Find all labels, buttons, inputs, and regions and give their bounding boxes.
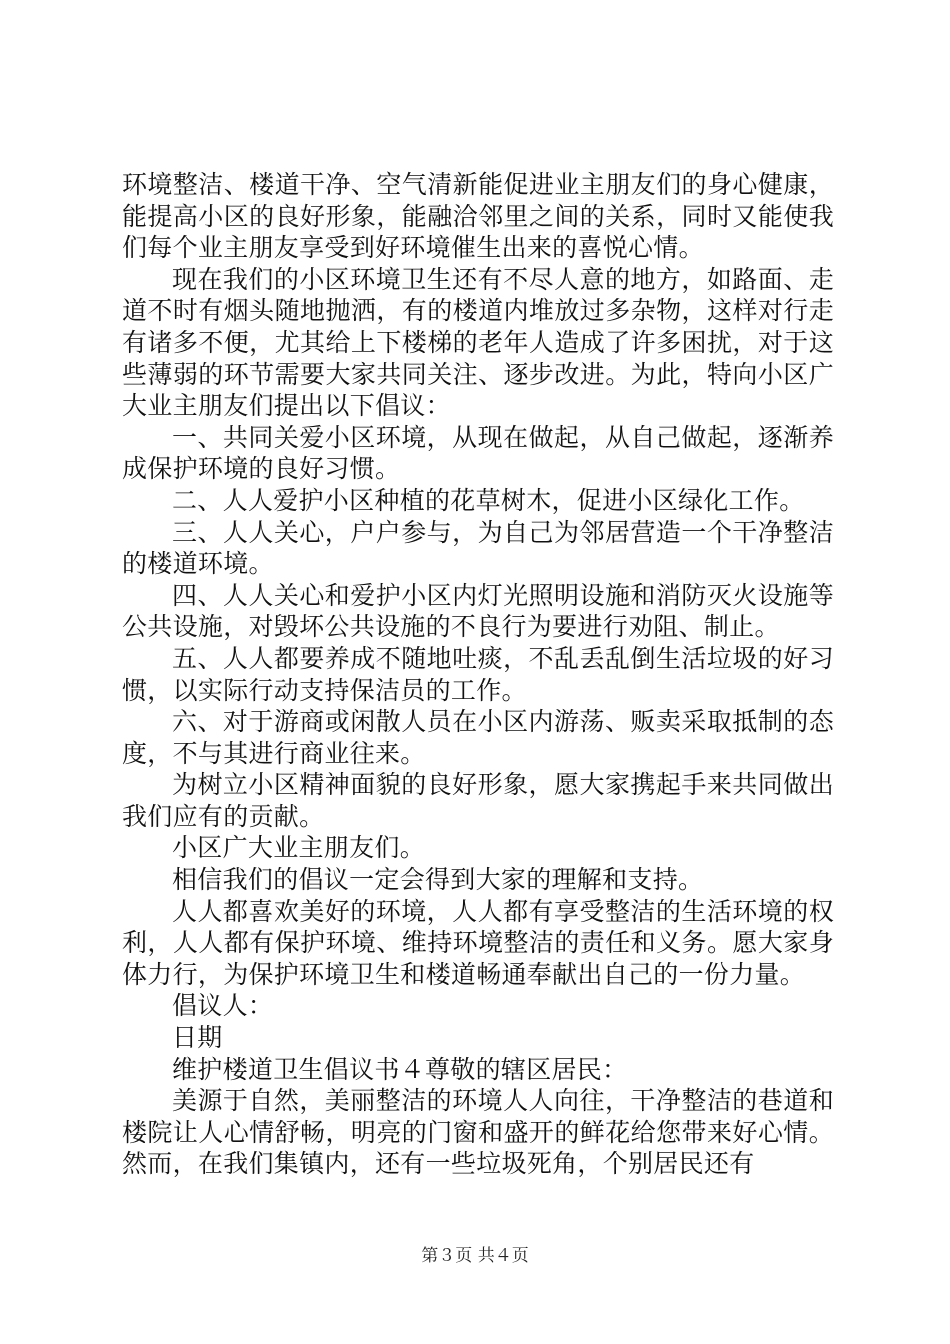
proposal-item-4: 四、人人关心和爱护小区内灯光照明设施和消防灭火设施等公共设施，对毁坏公共设施的不良行为要进行劝阻、制止。 — [122, 580, 834, 642]
paragraph-2: 现在我们的小区环境卫生还有不尽人意的地方，如路面、走道不时有烟头随地抛洒，有的楼道内堆放过多杂物，这样对行走有诸多不便，尤其给上下楼梯的老年人造成了许多困扰，对于这些薄弱的环节需要大家共同关注、逐步改进。为此，特向小区广大业主朋友们提出以下倡议： — [122, 264, 834, 421]
closing-paragraph: 为树立小区精神面貌的良好形象，愿大家携起手来共同做出我们应有的贡献。 — [122, 770, 834, 831]
responsibility-paragraph: 人人都喜欢美好的环境，人人都有享受整洁的生活环境的权利，人人都有保护环境、维持环境整洁的责任和义务。愿大家身体力行，为保护环境卫生和楼道畅通奉献出自己的一份力量。 — [122, 896, 834, 989]
next-proposal-paragraph: 美源于自然，美丽整洁的环境人人向往，干净整洁的巷道和楼院让人心情舒畅，明亮的门窗和盛开的鲜花给您带来好心情。然而，在我们集镇内，还有一些垃圾死角，个别居民还有 — [122, 1086, 834, 1179]
date-label: 日期 — [172, 1023, 223, 1053]
proposal-item-6: 六、对于游商或闲散人员在小区内游荡、贩卖采取抵制的态度，不与其进行商业往来。 — [122, 707, 834, 768]
document-body — [122, 169, 834, 1180]
proposal-item-2: 二、人人爱护小区种植的花草树木，促进小区绿化工作。 — [172, 485, 805, 515]
proposal-item-5: 五、人人都要养成不随地吐痰，不乱丢乱倒生活垃圾的好习惯，以实际行动支持保洁员的工作。 — [122, 643, 834, 705]
page-footer: 第３页 共４页 — [421, 1246, 529, 1266]
proposal-item-3: 三、人人关心，户户参与，为自己为邻居营造一个干净整洁的楼道环境。 — [122, 517, 834, 579]
belief-line: 相信我们的倡议一定会得到大家的理解和支持。 — [172, 865, 704, 895]
proposer-label: 倡议人： — [172, 991, 274, 1021]
proposal-item-1: 一、共同关爱小区环境，从现在做起，从自己做起，逐渐养成保护环境的良好习惯。 — [122, 422, 834, 484]
paragraph-1: 环境整洁、楼道干净、空气清新能促进业主朋友们的身心健康，能提高小区的良好形象，能融洽邻里之间的关系，同时又能使我们每个业主朋友享受到好环境催生出来的喜悦心情。 — [122, 170, 834, 263]
salutation-line: 小区广大业主朋友们。 — [172, 833, 426, 863]
next-proposal-heading: 维护楼道卫生倡议书４尊敬的辖区居民： — [172, 1054, 628, 1084]
